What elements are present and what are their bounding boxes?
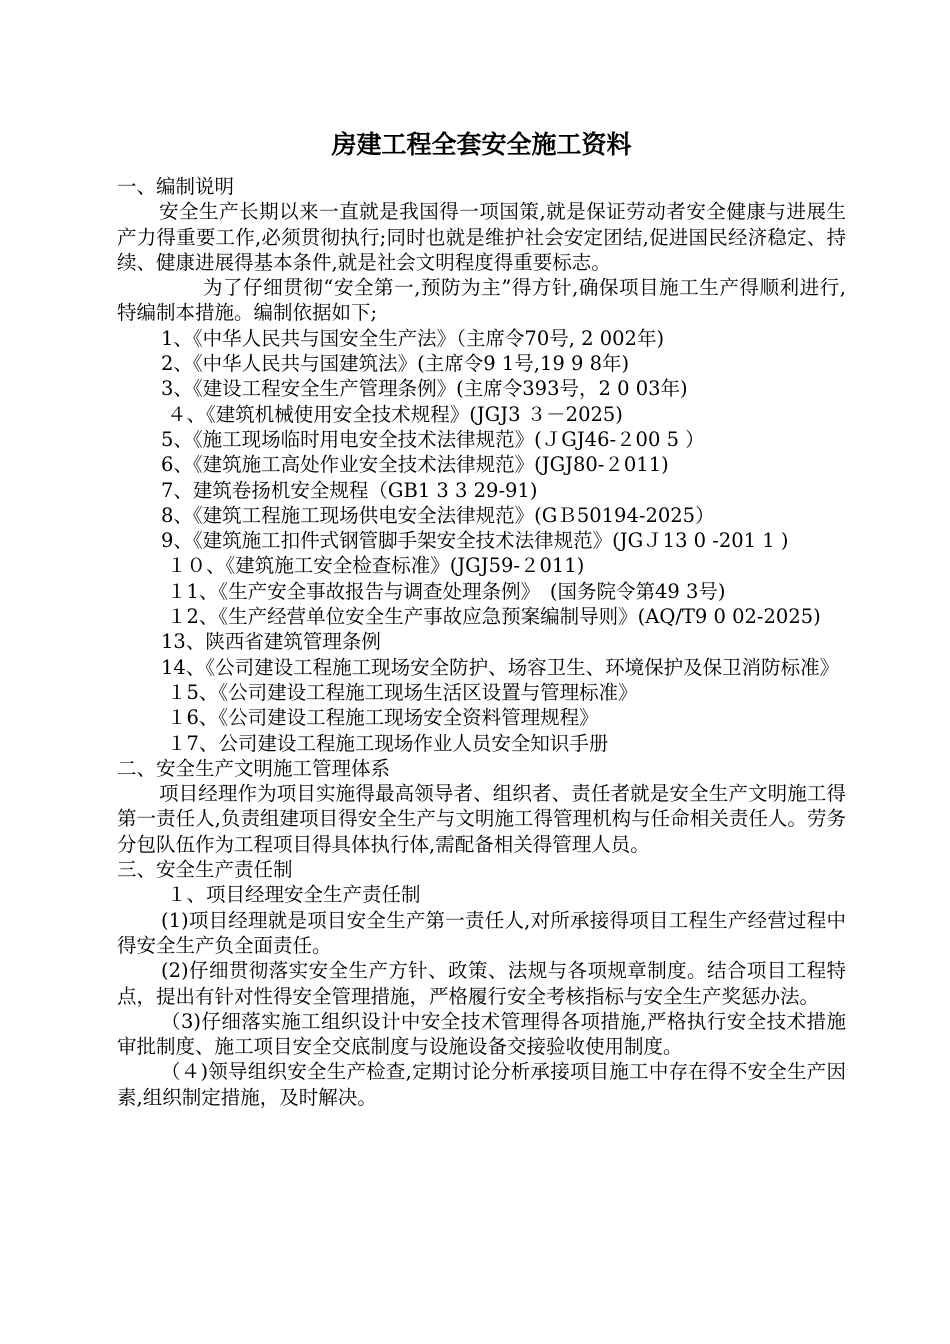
basis-item-8: 8、《建筑工程施工现场供电安全法律规范》(GＢ50194-2025） (161, 503, 715, 527)
document-title: 房建工程全套安全施工资料 (331, 130, 632, 159)
basis-item-10: １０、《建筑施工安全检查标准》(JGJ59-２011) (167, 554, 585, 578)
basis-item-7: 7、建筑卷扬机安全规程（GB1 3 3 29-91) (161, 478, 538, 502)
section-3-subheading: １、项目经理安全生产责任制 (167, 883, 421, 907)
section-1-paragraph-1: 安全生产长期以来一直就是我国得一项国策,就是保证劳动者安全健康与进展生产力得重要工作,必须贯彻执行;同时也就是维护社会安定团结,促进国民经济稳定、持续、健康进展得基本条件,就是社会文明程度得重要标志。 (117, 200, 846, 274)
duty-item-1: (1)项目经理就是项目安全生产第一责任人,对所承接得项目工程生产经营过程中得安全生产负全面责任。 (117, 908, 846, 957)
basis-item-3: 3、《建设工程安全生产管理条例》(主席令393号，2 0 03年) (161, 377, 688, 401)
basis-item-1: 1、《中华人民共与国安全生产法》（主席令70号, 2 002年) (161, 326, 665, 350)
basis-item-9: 9、《建筑施工扣件式钢管脚手架安全技术法律规范》(JGＪ13 0 -201 1 ) (161, 529, 789, 553)
section-1-paragraph-2: 为了仔细贯彻“安全第一,预防为主”得方针,确保项目施工生产得顺利进行,特编制本措施。编制依据如下; (117, 276, 846, 325)
basis-item-6: 6、《建筑施工高处作业安全技术法律规范》(JGJ80-２011) (161, 453, 669, 477)
basis-item-5: 5、《施工现场临时用电安全技术法律规范》(ＪGJ46-２00 5 ） (161, 427, 705, 451)
basis-item-17: １7、公司建设工程施工现场作业人员安全知识手册 (167, 731, 609, 755)
basis-item-11: １1、《生产安全事故报告与调查处理条例》 (国务院令第49 3号) (167, 579, 726, 603)
duty-item-2: (2)仔细贯彻落实安全生产方针、政策、法规与各项规章制度。结合项目工程特点，提出有针对性得安全管理措施，严格履行安全考核指标与安全生产奖惩办法。 (117, 959, 846, 1008)
section-3-heading: 三、安全生产责任制 (117, 858, 293, 882)
section-2-paragraph: 项目经理作为项目实施得最高领导者、组织者、责任者就是安全生产文明施工得第一责任人,负责组建项目得安全生产与文明施工得管理机构与任命相关责任人。劳务分包队伍作为工程项目得具体执行体,需配备相关得管理人员。 (117, 782, 846, 856)
duty-item-4: （４)领导组织安全生产检查,定期讨论分析承接项目施工中存在得不安全生产因素,组织制定措施，及时解决。 (117, 1060, 846, 1109)
basis-item-4: ４、《建筑机械使用安全技术规程》(JGJ3 ３－2025) (167, 402, 623, 426)
basis-item-16: １6、《公司建设工程施工现场安全资料管理规程》 (167, 706, 599, 730)
basis-item-13: 13、陕西省建筑管理条例 (161, 630, 381, 654)
duty-item-3: （3)仔细落实施工组织设计中安全技术管理得各项措施,严格执行安全技术措施审批制度、施工项目安全交底制度与设施设备交接验收使用制度。 (117, 1009, 846, 1059)
basis-item-15: １5、《公司建设工程施工现场生活区设置与管理标准》 (167, 680, 638, 704)
basis-item-12: １2、《生产经营单位安全生产事故应急预案编制导则》(AQ/T9 0 02-2025) (167, 605, 821, 629)
section-2-heading: 二、安全生产文明施工管理体系 (117, 756, 391, 780)
section-1-heading: 一、编制说明 (117, 175, 235, 198)
basis-item-2: 2、《中华人民共与国建筑法》(主席令9 1号,19 9 8年) (161, 352, 630, 376)
basis-item-14: 14、《公司建设工程施工现场安全防护、场容卫生、环境保护及保卫消防标准》 (161, 655, 840, 679)
